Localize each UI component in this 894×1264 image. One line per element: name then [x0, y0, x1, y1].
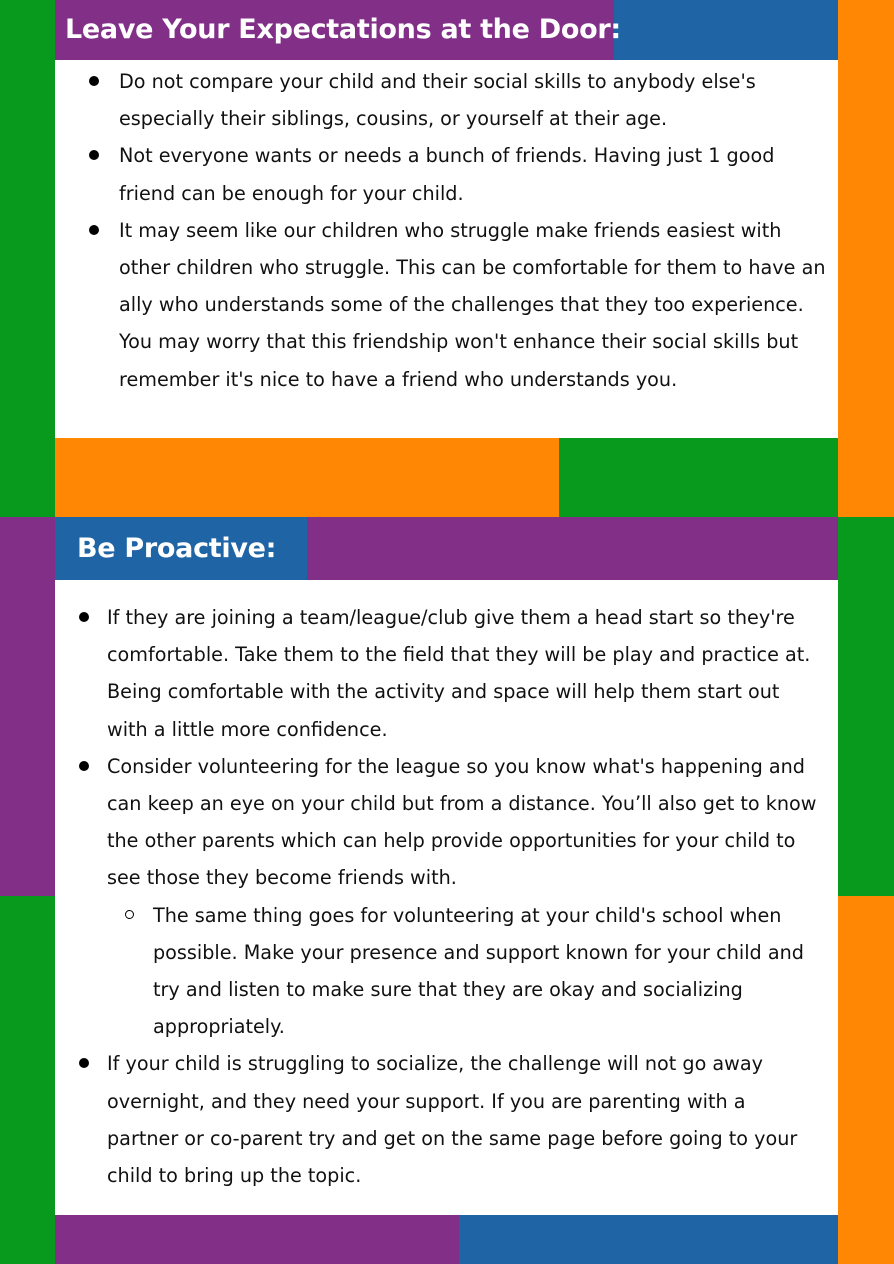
section1-content — [55, 63, 838, 438]
section1-bullet-list — [55, 63, 838, 398]
left-bar-green-top — [0, 0, 55, 517]
footer1-green-block — [559, 438, 838, 517]
footer2-blue-block — [459, 1215, 838, 1264]
sub-list-item: The same thing goes for volunteering at your child's school when possible. Make your presence and support known for your child and try and listen to make sure that they are okay and socializing appropriately. — [107, 897, 820, 1046]
right-bar-green-mid — [838, 517, 894, 896]
list-item — [55, 599, 820, 748]
left-bar-purple-mid — [0, 517, 55, 896]
section2-content — [55, 599, 838, 1199]
section1-title: Leave Your Expectations at the Door: — [65, 14, 621, 45]
footer2-purple-block — [55, 1215, 459, 1264]
list-item — [55, 748, 820, 1046]
right-bar-orange-bottom — [838, 896, 894, 1264]
section2-bullet-list — [55, 599, 838, 1194]
list-item-text: Consider volunteering for the league so you know what's happening and can keep an eye on your child but from a distance. You’ll also get to know the other parents which can help provide opportunities for your child to see those they become friends with. — [107, 754, 817, 890]
list-item: It may seem like our children who struggle make friends easiest with other children who struggle. This can be comfortable for them to have an ally who understands some of the challenges that they too experience. You may worry that this friendship won't enhance their social skills but remember it's nice to have a friend who understands you. — [55, 212, 830, 398]
list-item-text: If your child is struggling to socialize, the challenge will not go away overnight, and they need your support. If you are parenting with a partner or co-parent try and get on the same page before going to your child to bring up the topic. — [107, 1052, 798, 1188]
right-bar-orange-top — [838, 0, 894, 517]
list-item — [55, 1045, 820, 1194]
list-item: Do not compare your child and their social skills to anybody else's especially their siblings, cousins, or yourself at their age. — [55, 63, 830, 137]
sub-bullet-list — [107, 897, 820, 1046]
left-bar-green-bottom — [0, 896, 55, 1264]
list-item-text: If they are joining a team/league/club give them a head start so they're comfortable. Take them to the field that they will be play and practice at. Being comfortable with the activity and space will help them start out with a little more confidence. — [107, 606, 811, 741]
list-item: Not everyone wants or needs a bunch of friends. Having just 1 good friend can be enough for your child. — [55, 137, 830, 211]
footer1-orange-block — [55, 438, 559, 517]
section2-title: Be Proactive: — [77, 533, 277, 564]
